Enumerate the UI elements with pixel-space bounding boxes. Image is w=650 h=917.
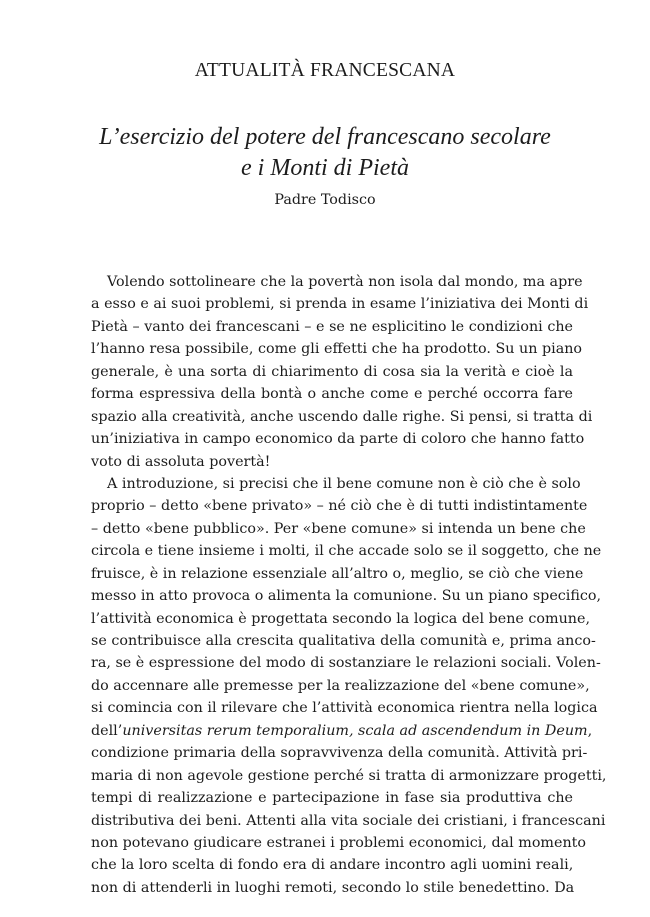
line-12-prefix: dell’ bbox=[91, 722, 123, 739]
paragraph-2-line-3: – detto «bene pubblico». Per «bene comune» si intenda un bene che bbox=[91, 520, 586, 537]
paragraph-2-line-12 bbox=[91, 720, 593, 742]
paragraph-2-line-18: che la loro scelta di fondo era di andare incontro agli uomini reali, bbox=[91, 857, 574, 874]
paragraph-2-line-13: condizione primaria della sopravvivenza della comunità. Attività pri- bbox=[91, 745, 588, 762]
paragraph-1-line-9: voto di assoluta povertà! bbox=[91, 453, 271, 470]
paragraph-2-line-6: messo in atto provoca o alimenta la comunione. Su un piano specifico, bbox=[91, 588, 602, 605]
paragraph-2-line-10: do accennare alle premesse per la realizzazione del «bene comune», bbox=[91, 677, 590, 694]
latin-quote: universitas rerum temporalium, scala ad ascendendum in Deum bbox=[122, 722, 588, 739]
section-title: ATTUALITÀ FRANCESCANA bbox=[194, 60, 456, 81]
paragraph-2-line-19: non di attenderli in luoghi remoti, secondo lo stile benedettino. Da bbox=[91, 879, 575, 896]
paragraph-1-line-7: spazio alla creatività, anche uscendo dalle righe. Si pensi, si tratta di bbox=[91, 408, 593, 425]
paragraph-1-line-8: un’iniziativa in campo economico da parte di coloro che hanno fatto bbox=[91, 431, 585, 448]
paragraph-2-line-9: ra, se è espressione del modo di sostanziare le relazioni sociali. Volen- bbox=[91, 655, 601, 672]
paragraph-2-line-11: si comincia con il rilevare che l’attività economica rientra nella logica bbox=[91, 700, 598, 717]
article-title bbox=[0, 122, 650, 184]
paragraph-2-line-8: se contribuisce alla crescita qualitativa della comunità e, prima anco- bbox=[91, 633, 596, 649]
paragraph-1-line-2: a esso e ai suoi problemi, si prenda in esame l’iniziativa dei Monti di bbox=[91, 296, 589, 313]
paragraph-1-line-6: forma espressiva della bontà o anche come e perché occorra fare bbox=[91, 386, 573, 403]
author-name: Padre Todisco bbox=[274, 192, 376, 208]
paragraph-2-line-1: A introduzione, si precisi che il bene comune non è ciò che è solo bbox=[107, 475, 581, 492]
article-title-line-2: e i Monti di Pietà bbox=[241, 155, 409, 181]
paragraph-2-line-14: maria di non agevole gestione perché si tratta di armonizzare progetti, bbox=[91, 767, 607, 784]
paragraph-2-line-16: distributiva dei beni. Attenti alla vita sociale dei cristiani, i francescani bbox=[91, 812, 606, 829]
article-title-line-1: L’esercizio del potere del francescano secolare bbox=[99, 124, 551, 150]
paragraph-1-line-5: generale, è una sorta di chiarimento di cosa sia la verità e cioè la bbox=[91, 363, 573, 380]
paragraph-2-line-15: tempi di realizzazione e partecipazione in fase sia produttiva che bbox=[91, 790, 573, 807]
paragraph-2-line-5: fruisce, è in relazione essenziale all’altro o, meglio, se ciò che viene bbox=[91, 565, 584, 582]
line-12-suffix: , bbox=[587, 722, 593, 739]
paragraph-2-line-4: circola e tiene insieme i molti, il che accade solo se il soggetto, che ne bbox=[91, 543, 602, 560]
paragraph-2-line-17: non potevano giudicare estranei i problemi economici, dal momento bbox=[91, 834, 587, 851]
paragraph-2-line-7: l’attività economica è progettata secondo la logica del bene comune, bbox=[91, 610, 590, 627]
paragraph-1-line-1: Volendo sottolineare che la povertà non isola dal mondo, ma apre bbox=[107, 274, 583, 290]
paragraph-1-line-3: Pietà – vanto dei francescani – e se ne esplicitino le condizioni che bbox=[91, 318, 573, 335]
paragraph-2-line-2: proprio – detto «bene privato» – né ciò che è di tutti indistintamente bbox=[91, 498, 588, 515]
paragraph-1-line-4: l’hanno resa possibile, come gli effetti che ha prodotto. Su un piano bbox=[91, 341, 583, 358]
article-body bbox=[91, 271, 607, 899]
